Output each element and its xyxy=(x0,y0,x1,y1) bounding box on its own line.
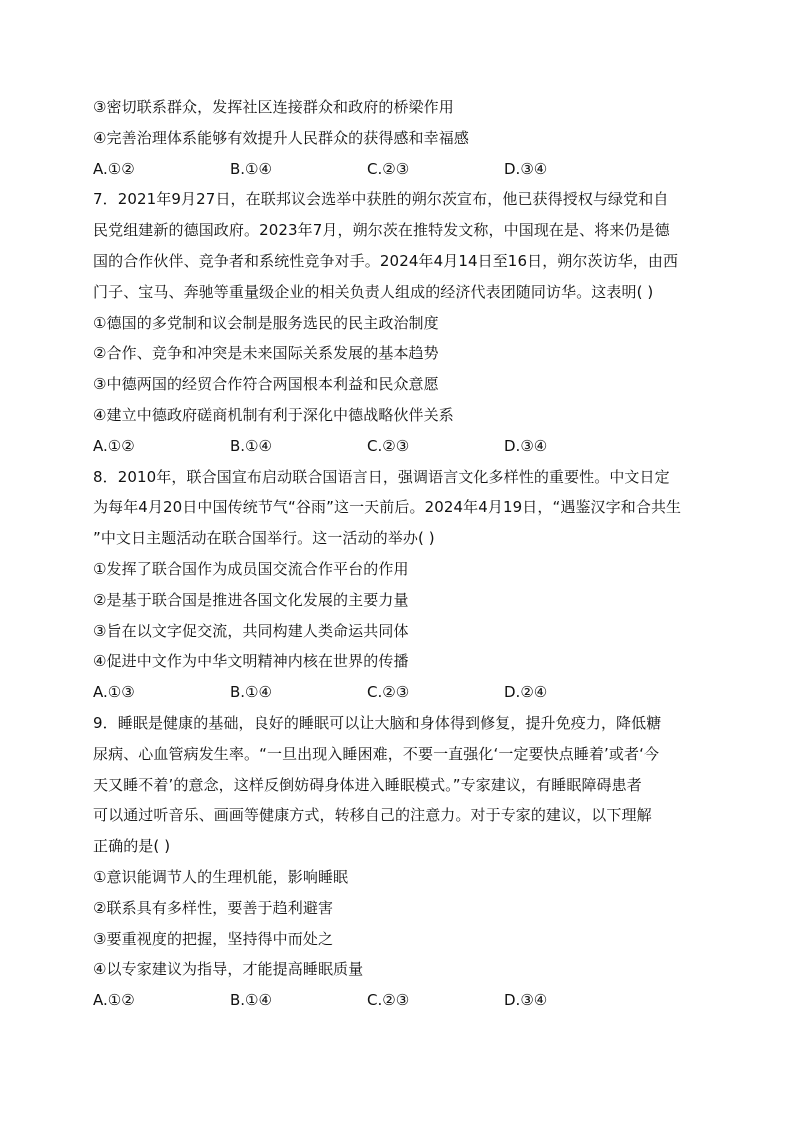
q8-choice-a[interactable]: A.①③ xyxy=(93,683,135,702)
q9-option-1: ①意识能调节人的生理机能，影响睡眠 xyxy=(93,867,349,886)
q6-choice-c[interactable]: C.②③ xyxy=(367,159,410,178)
q8-option-2: ②是基于联合国是推进各国文化发展的主要力量 xyxy=(93,590,409,609)
q7-choice-b[interactable]: B.①④ xyxy=(230,436,272,455)
q7-option-3: ③中德两国的经贸合作符合两国根本利益和民众意愿 xyxy=(93,375,439,394)
q9-option-3: ③要重视度的把握，坚持得中而处之 xyxy=(93,929,334,948)
question-7 xyxy=(93,184,701,461)
q8-option-4: ④促进中文作为中华文明精神内核在世界的传播 xyxy=(93,652,409,671)
q6-choices xyxy=(93,154,701,185)
q6-option-3: ③密切联系群众，发挥社区连接群众和政府的桥梁作用 xyxy=(93,98,454,116)
q8-choice-b[interactable]: B.①④ xyxy=(230,683,272,702)
q7-stem-line: 7．2021年9月27日，在联邦议会选举中获胜的朔尔茨宣布，他已获得授权与绿党和自 xyxy=(93,190,669,209)
q9-option-4: ④以专家建议为指导，才能提高睡眠质量 xyxy=(93,960,364,979)
q7-option-1: ①德国的多党制和议会制是服务选民的民主政治制度 xyxy=(93,313,439,332)
q6-choice-b[interactable]: B.①④ xyxy=(230,159,272,178)
q9-stem-line: 可以通过听音乐、画画等健康方式，转移自己的注意力。对于专家的建议，以下理解 xyxy=(93,806,652,825)
q7-choice-d[interactable]: D.③④ xyxy=(504,436,548,455)
q9-choice-c[interactable]: C.②③ xyxy=(367,991,410,1010)
question-6-tail xyxy=(93,92,701,184)
q9-stem-line: 尿病、心血管病发生率。“一旦出现入睡困难，不要一直强化‘一定要快点睡着’或者‘今 xyxy=(93,744,660,763)
question-8 xyxy=(93,462,701,708)
q7-choice-a[interactable]: A.①② xyxy=(93,436,135,455)
q7-choices xyxy=(93,431,701,462)
q9-option-2: ②联系具有多样性，要善于趋利避害 xyxy=(93,898,334,917)
q6-option-4: ④完善治理体系能够有效提升人民群众的获得感和幸福感 xyxy=(93,128,469,147)
question-9 xyxy=(93,708,701,1016)
q7-choice-c[interactable]: C.②③ xyxy=(367,436,410,455)
q9-stem-line: 天又睡不着’的意念，这样反倒妨碍身体进入睡眠模式。”专家建议，有睡眠障碍患者 xyxy=(93,775,642,794)
q8-choices xyxy=(93,677,701,708)
q7-option-4: ④建立中德政府磋商机制有利于深化中德战略伙伴关系 xyxy=(93,405,454,424)
q8-choice-c[interactable]: C.②③ xyxy=(367,683,410,702)
q6-choice-a[interactable]: A.①② xyxy=(93,159,135,178)
q7-stem-line: 门子、宝马、奔驰等重量级企业的相关负责人组成的经济代表团随同访华。这表明( ) xyxy=(93,282,654,301)
q9-stem-line: 正确的是( ) xyxy=(93,837,171,856)
q8-choice-d[interactable]: D.②④ xyxy=(504,683,548,702)
q9-stem-line: 9．睡眠是健康的基础，良好的睡眠可以让大脑和身体得到修复，提升免疫力，降低糖 xyxy=(93,713,662,732)
q8-stem-line: ”中文日主题活动在联合国举行。这一活动的举办( ) xyxy=(93,529,435,548)
q7-stem-line: 国的合作伙伴、竞争者和系统性竞争对手。2024年4月14日至16日，朔尔茨访华，由西 xyxy=(93,251,679,270)
q8-stem-line: 8．2010年，联合国宣布启动联合国语言日，强调语言文化多样性的重要性。中文日定 xyxy=(93,467,670,486)
q7-stem-line: 民党组建新的德国政府。2023年7月，朔尔茨在推特发文称，中国现在是、将来仍是德 xyxy=(93,221,670,240)
q8-option-3: ③旨在以文字促交流，共同构建人类命运共同体 xyxy=(93,621,409,640)
q9-choice-a[interactable]: A.①② xyxy=(93,991,135,1010)
q8-option-1: ①发挥了联合国作为成员国交流合作平台的作用 xyxy=(93,559,409,578)
q9-choices xyxy=(93,985,701,1016)
page-content xyxy=(93,92,701,1016)
q9-choice-b[interactable]: B.①④ xyxy=(230,991,272,1010)
q9-choice-d[interactable]: D.③④ xyxy=(504,991,548,1010)
q8-stem-line: 为每年4月20日中国传统节气“谷雨”这一天前后。2024年4月19日，“遇鉴汉字和合共生 xyxy=(93,498,682,517)
q7-option-2: ②合作、竞争和冲突是未来国际关系发展的基本趋势 xyxy=(93,344,439,363)
q6-choice-d[interactable]: D.③④ xyxy=(504,159,548,178)
